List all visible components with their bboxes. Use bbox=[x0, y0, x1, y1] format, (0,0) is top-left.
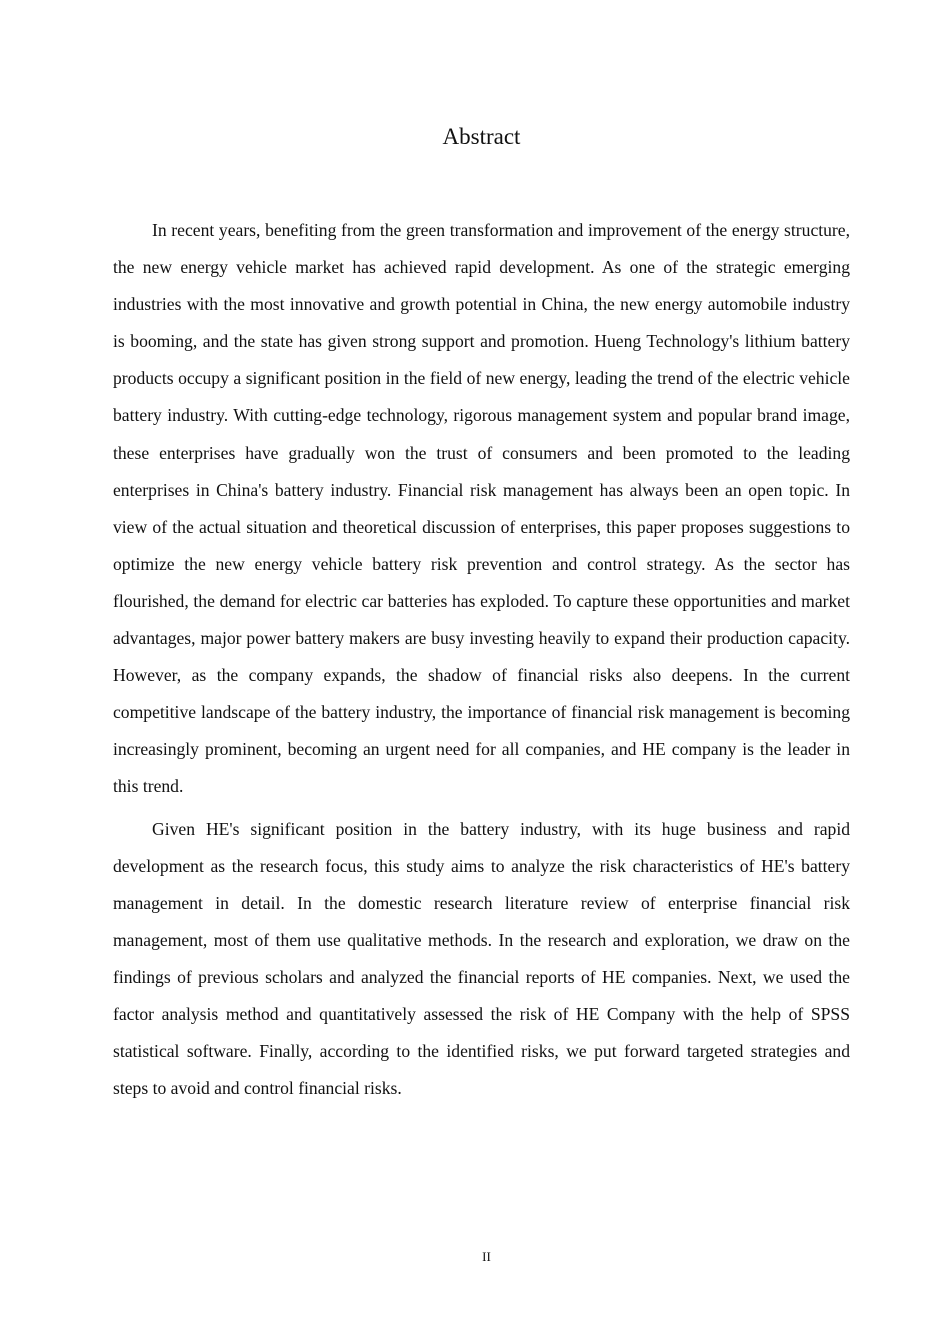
abstract-paragraph-1: In recent years, benefiting from the green transformation and improvement of the energy structure, the new energy vehicle market has achieved rapid development. As one of the strategic emerging industries with the most innovative and growth potential in China, the new energy automobile industry is booming, and the state has given strong support and promotion. Hueng Technology's lithium battery products occupy a significant position in the field of new energy, leading the trend of the electric vehicle battery industry. With cutting-edge technology, rigorous management system and popular brand image, these enterprises have gradually won the trust of consumers and been promoted to the leading enterprises in China's battery industry. Financial risk management has always been an open topic. In view of the actual situation and theoretical discussion of enterprises, this paper proposes suggestions to optimize the new energy vehicle battery risk prevention and control strategy. As the sector has flourished, the demand for electric car batteries has exploded. To capture these opportunities and market advantages, major power battery makers are busy investing heavily to expand their production capacity. However, as the company expands, the shadow of financial risks also deepens. In the current competitive landscape of the battery industry, the importance of financial risk management is becoming increasingly prominent, becoming an urgent need for all companies, and HE company is the leader in this trend. bbox=[113, 220, 850, 797]
abstract-body bbox=[113, 212, 850, 1112]
abstract-paragraph-2: Given HE's significant position in the battery industry, with its huge business and rapid development as the research focus, this study aims to analyze the risk characteristics of HE's battery management in detail. In the domestic research literature review of enterprise financial risk management, most of them use qualitative methods. In the research and exploration, we draw on the findings of previous scholars and analyzed the financial reports of HE companies. Next, we used the factor analysis method and quantitatively assessed the risk of HE Company with the help of SPSS statistical software. Finally, according to the identified risks, we put forward targeted strategies and steps to avoid and control financial risks. bbox=[113, 818, 850, 1099]
page-title: Abstract bbox=[442, 124, 521, 149]
page-number: II bbox=[482, 1249, 491, 1264]
